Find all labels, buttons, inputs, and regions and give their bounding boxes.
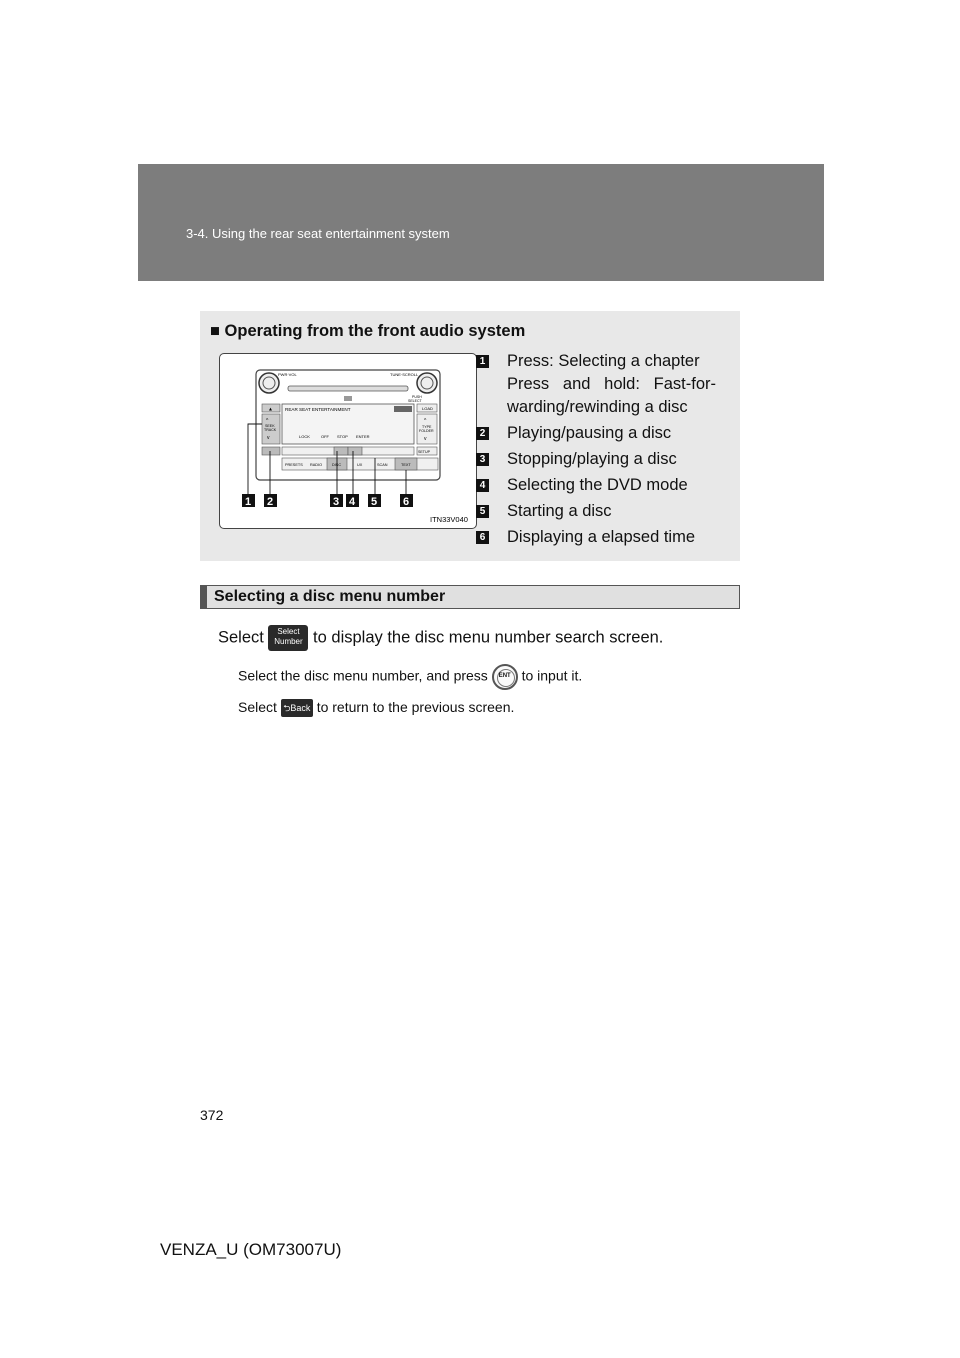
callout-item-2: 2 Playing/pausing a disc [476,422,716,445]
svg-text:DISC: DISC [332,463,342,467]
svg-text:PWR·VOL: PWR·VOL [278,372,297,377]
svg-text:PUSH: PUSH [412,395,422,399]
callout-list [476,350,716,552]
svg-text:UX: UX [357,463,363,467]
select-number-button[interactable]: Select Number [268,625,308,651]
svg-text:LOCK: LOCK [299,434,310,439]
svg-text:REAR SEAT ENTERTAINMENT: REAR SEAT ENTERTAINMENT [285,407,351,412]
svg-text:6: 6 [403,496,410,508]
svg-text:FOLDER: FOLDER [419,429,434,433]
back-button[interactable]: ⮌Back [281,699,313,717]
svg-text:5: 5 [371,496,378,508]
svg-text:2: 2 [267,496,274,508]
section-heading: Selecting a disc menu number [200,585,740,609]
callout-item-3: 3 Stopping/playing a disc [476,448,716,471]
section-title: 3-4. Using the rear seat entertainment system [186,226,450,241]
svg-text:v: v [267,435,270,441]
info-box-heading: ■ Operating from the front audio system [210,322,526,340]
ent-knob-icon[interactable]: ENT [492,664,518,690]
svg-text:TUNE·SCROLL: TUNE·SCROLL [390,372,419,377]
svg-text:SELECT: SELECT [408,399,422,403]
svg-text:^: ^ [424,418,427,424]
svg-text:SCAN: SCAN [377,463,388,467]
svg-text:LOAD: LOAD [422,406,433,411]
svg-text:PRESETS: PRESETS [285,463,303,467]
svg-text:v: v [424,436,427,442]
callout-item-6: 6 Displaying a elapsed time [476,526,716,549]
chapter-header-band [138,164,824,281]
svg-text:ENTER: ENTER [356,434,370,439]
page-number: 372 [200,1107,224,1123]
svg-text:RADIO: RADIO [310,463,323,467]
callout-item-5: 5 Starting a disc [476,500,716,523]
svg-text:4: 4 [349,496,356,508]
callout-item-1: 1 Press: Selecting a chapter Press and hold: Fast-for- warding/rewinding a disc [476,350,716,419]
audio-panel-diagram [220,354,476,528]
instruction-enter: Select the disc menu number, and press ENT to input it. [238,664,582,690]
svg-text:^: ^ [266,418,269,424]
document-footer: VENZA_U (OM73007U) [160,1240,342,1259]
svg-text:STOP: STOP [337,434,348,439]
pwr-vol-knob [259,373,279,393]
figure-code: ITN33V040 [430,515,468,524]
info-box [200,311,740,561]
svg-text:3: 3 [333,496,340,508]
audio-panel-figure [219,353,477,529]
svg-text:▲: ▲ [268,406,273,413]
svg-text:TEXT: TEXT [401,463,411,467]
svg-text:OFF: OFF [321,434,329,439]
svg-text:TRACK: TRACK [264,428,277,432]
section-heading-bar [201,586,207,608]
svg-text:SETUP: SETUP [418,450,430,454]
svg-text:SEEK: SEEK [265,424,275,428]
tune-scroll-knob [417,373,437,393]
instruction-back: Select ⮌Back to return to the previous screen. [238,699,514,717]
instruction-select-number: Select Select Number to display the disc menu number search screen. [218,625,663,651]
svg-text:TYPE: TYPE [422,425,432,429]
callout-item-4: 4 Selecting the DVD mode [476,474,716,497]
svg-text:1: 1 [245,496,252,508]
